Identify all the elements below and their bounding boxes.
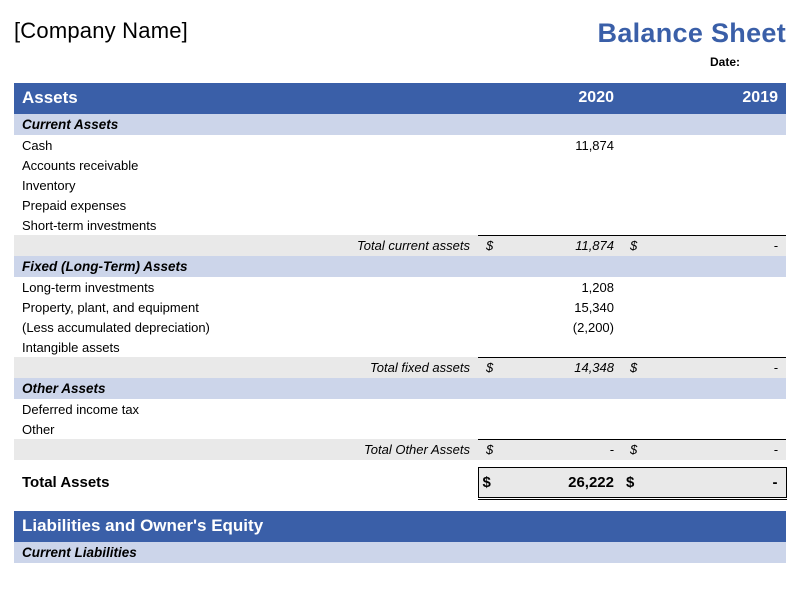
row-prior-value <box>642 175 786 195</box>
group-title: Fixed (Long-Term) Assets <box>14 256 786 277</box>
grand-total-label: Total Assets <box>14 467 478 498</box>
total-current-value: - <box>498 439 622 460</box>
row-prior-value <box>642 337 786 357</box>
column-header-current-year: 2020 <box>498 83 622 114</box>
spacer <box>14 460 786 467</box>
section-title-assets: Assets <box>14 83 478 114</box>
row-prior-symbol <box>622 135 642 155</box>
grand-total-current-symbol: $ <box>478 467 498 498</box>
total-current-value: 14,348 <box>498 357 622 378</box>
row-prior-symbol <box>622 297 642 317</box>
total-label: Total current assets <box>14 235 478 256</box>
row-current-value: 11,874 <box>575 137 614 153</box>
table-row <box>14 155 786 175</box>
row-label: Intangible assets <box>22 339 120 355</box>
section-header-assets <box>14 83 786 114</box>
row-current-value <box>498 337 622 357</box>
row-current-symbol <box>478 317 498 337</box>
section-title-liabilities: Liabilities and Owner's Equity <box>14 511 786 542</box>
row-prior-value <box>642 135 786 155</box>
spacer <box>14 498 786 511</box>
row-prior-value <box>642 155 786 175</box>
table-row <box>14 399 786 419</box>
row-current-value <box>498 215 622 235</box>
row-label: Other <box>22 421 55 437</box>
group-title: Current Liabilities <box>14 542 786 563</box>
row-label: Cash <box>22 137 53 153</box>
row-current-symbol <box>478 155 498 175</box>
row-current-value: (2,200) <box>572 319 614 335</box>
row-current-symbol <box>478 135 498 155</box>
row-current-symbol <box>478 215 498 235</box>
row-prior-symbol <box>622 175 642 195</box>
row-prior-symbol <box>622 337 642 357</box>
table-row <box>14 317 786 337</box>
row-prior-symbol <box>622 419 642 439</box>
table-row <box>14 277 786 297</box>
row-current-value <box>498 175 622 195</box>
total-current-symbol: $ <box>478 357 498 378</box>
row-current-symbol <box>478 297 498 317</box>
group-header-other-assets <box>14 378 786 399</box>
row-label: Property, plant, and equipment <box>22 299 199 315</box>
row-label: Long-term investments <box>22 279 155 295</box>
grand-total-assets-row <box>14 467 786 498</box>
row-current-value <box>498 399 622 419</box>
row-prior-value <box>642 297 786 317</box>
total-prior-symbol: $ <box>622 439 642 460</box>
total-prior-value: - <box>642 235 786 256</box>
row-prior-value <box>642 277 786 297</box>
total-prior-value: - <box>642 439 786 460</box>
balance-sheet-table <box>14 83 787 563</box>
row-current-value: 1,208 <box>581 279 614 295</box>
row-current-symbol <box>478 399 498 419</box>
row-current-symbol <box>478 277 498 297</box>
document-header <box>0 0 800 49</box>
group-title: Other Assets <box>14 378 786 399</box>
total-label: Total fixed assets <box>14 357 478 378</box>
table-row <box>14 215 786 235</box>
group-header-fixed-assets <box>14 256 786 277</box>
row-label: Prepaid expenses <box>22 197 127 213</box>
total-row-other-assets <box>14 439 786 460</box>
date-label: Date: <box>709 55 740 69</box>
row-label: Accounts receivable <box>22 157 139 173</box>
row-current-symbol <box>478 195 498 215</box>
company-name: [Company Name] <box>14 18 188 43</box>
section-header-liabilities <box>14 511 786 542</box>
column-header-prior-year: 2019 <box>642 83 786 114</box>
grand-total-prior-value: - <box>642 467 786 498</box>
total-label: Total Other Assets <box>14 439 478 460</box>
group-header-current-assets <box>14 114 786 135</box>
row-prior-symbol <box>622 155 642 175</box>
group-title: Current Assets <box>14 114 786 135</box>
total-prior-symbol: $ <box>622 357 642 378</box>
total-prior-value: - <box>642 357 786 378</box>
total-current-symbol: $ <box>478 439 498 460</box>
row-prior-symbol <box>622 195 642 215</box>
row-prior-value <box>642 419 786 439</box>
total-row-current-assets <box>14 235 786 256</box>
row-current-value: 15,340 <box>574 299 614 315</box>
table-row <box>14 419 786 439</box>
grand-total-prior-symbol: $ <box>622 467 642 498</box>
row-current-symbol <box>478 337 498 357</box>
row-label: Inventory <box>22 177 76 193</box>
table-row <box>14 297 786 317</box>
row-label: Deferred income tax <box>22 401 140 417</box>
row-prior-value <box>642 399 786 419</box>
row-prior-symbol <box>622 215 642 235</box>
total-row-fixed-assets <box>14 357 786 378</box>
group-header-current-liabilities <box>14 542 786 563</box>
row-prior-symbol <box>622 277 642 297</box>
row-prior-value <box>642 195 786 215</box>
page-title: Balance Sheet <box>597 18 786 48</box>
table-row <box>14 337 786 357</box>
row-current-symbol <box>478 175 498 195</box>
row-prior-value <box>642 317 786 337</box>
total-current-value: 11,874 <box>498 235 622 256</box>
row-current-symbol <box>478 419 498 439</box>
table-row <box>14 175 786 195</box>
total-prior-symbol: $ <box>622 235 642 256</box>
row-current-value <box>498 195 622 215</box>
row-prior-symbol <box>622 399 642 419</box>
row-current-value <box>498 155 622 175</box>
grand-total-current-value: 26,222 <box>498 467 622 498</box>
row-prior-symbol <box>622 317 642 337</box>
row-label: (Less accumulated depreciation) <box>22 319 210 335</box>
row-current-value <box>498 419 622 439</box>
total-current-symbol: $ <box>478 235 498 256</box>
table-row <box>14 195 786 215</box>
table-row <box>14 135 786 155</box>
row-prior-value <box>642 215 786 235</box>
row-label: Short-term investments <box>22 217 157 233</box>
